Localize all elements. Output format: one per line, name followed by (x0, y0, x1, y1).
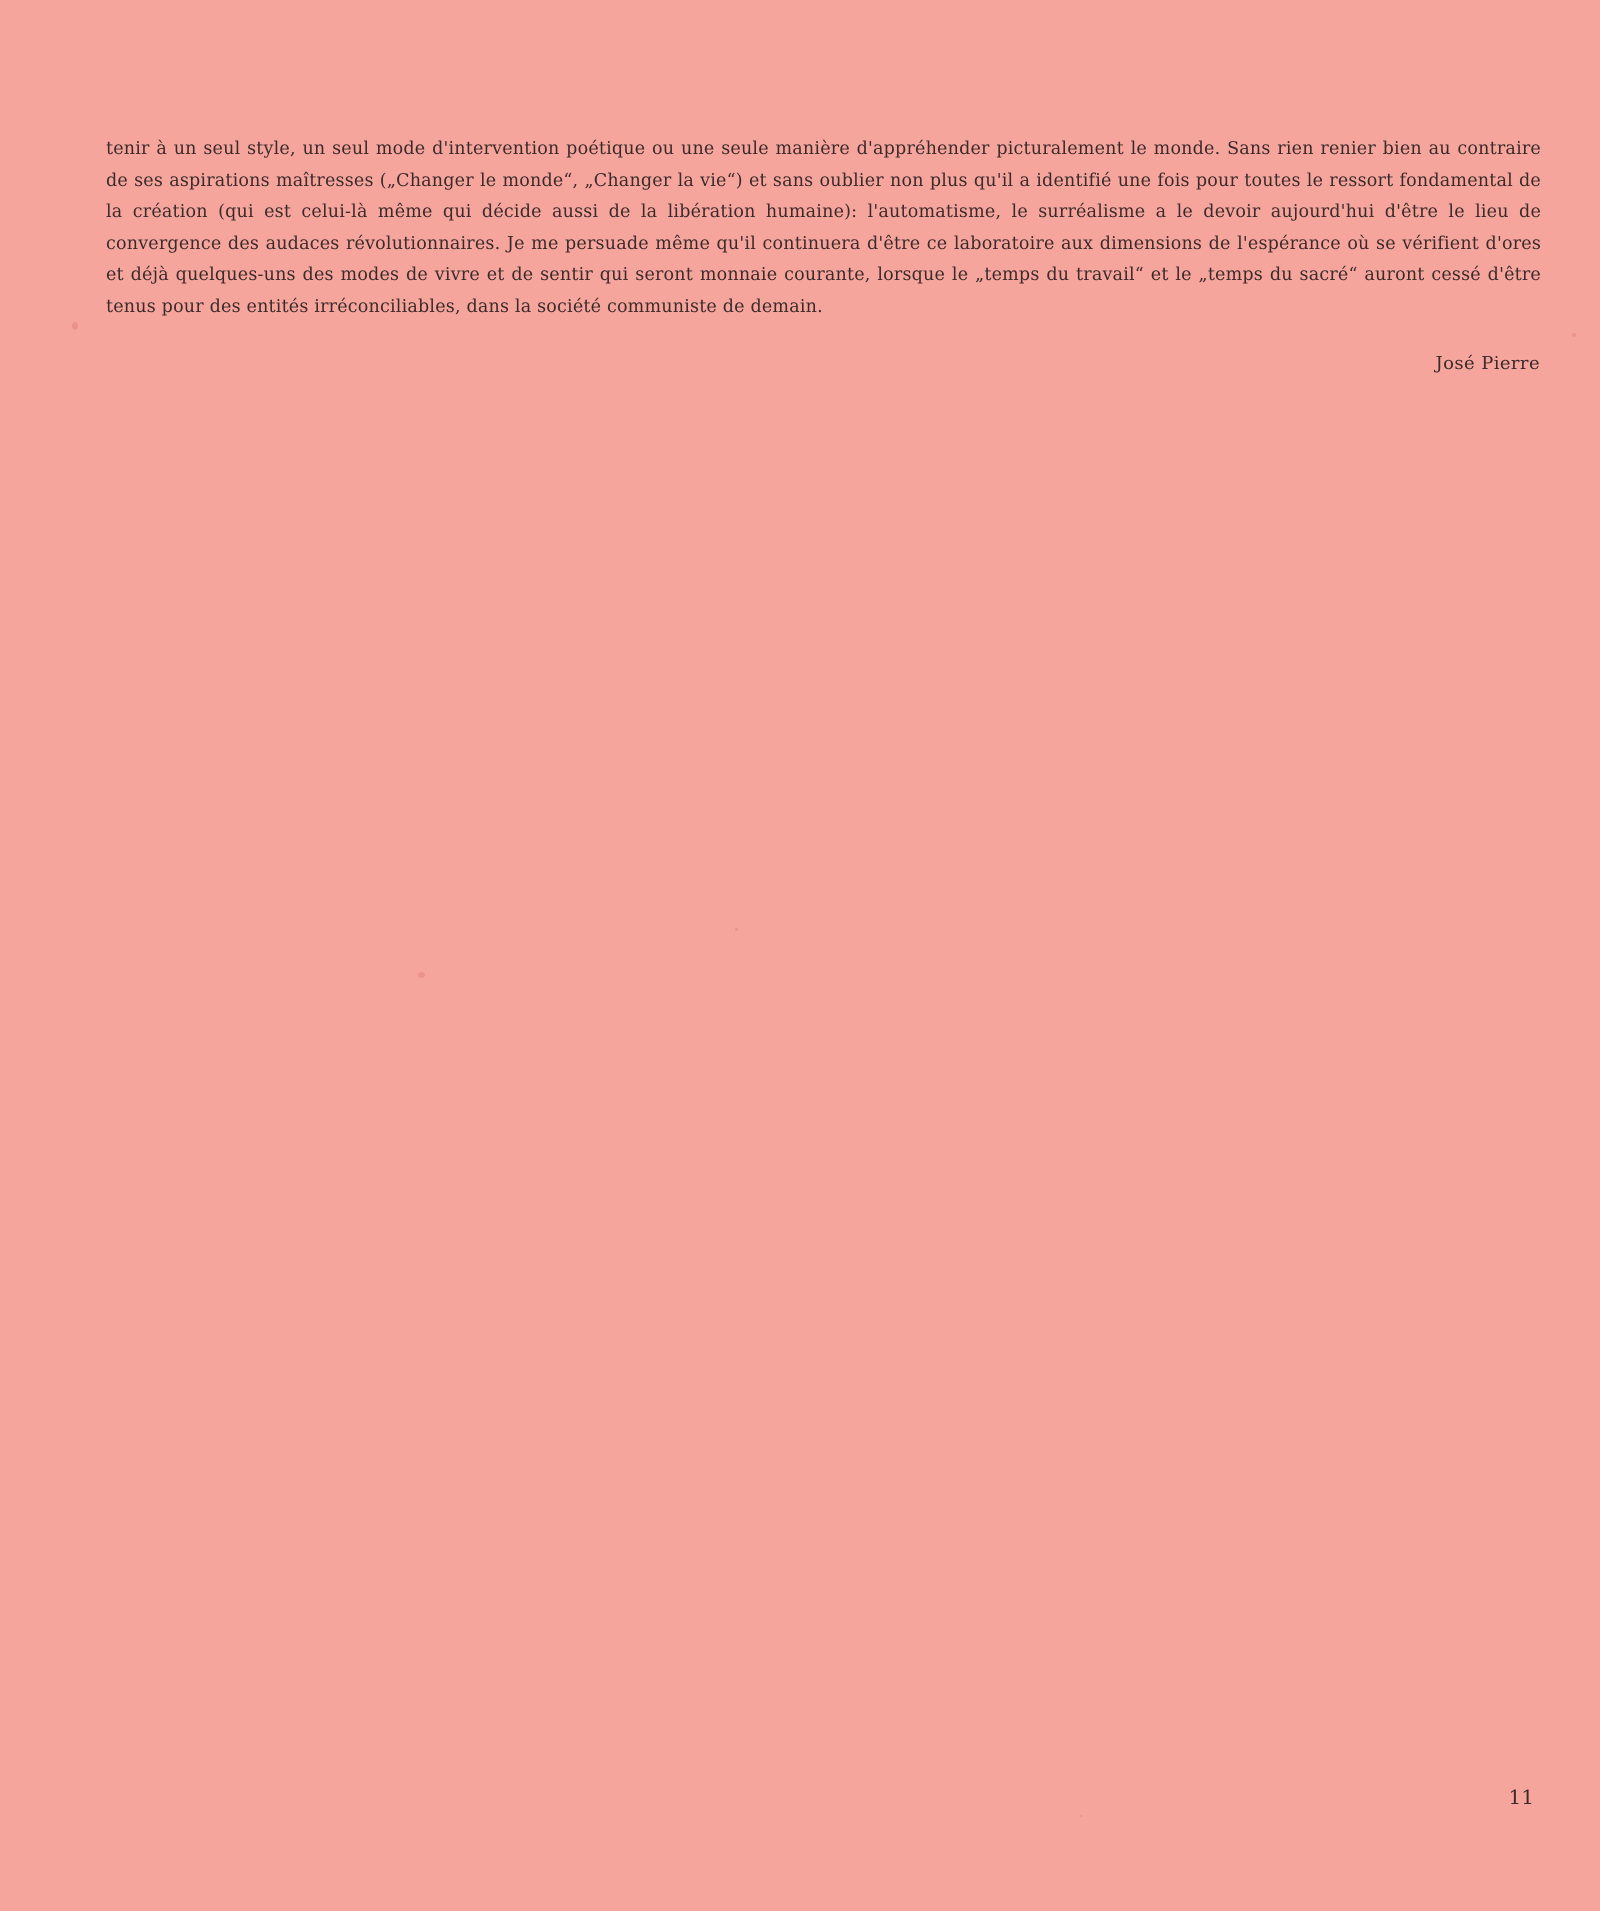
paper-speck (72, 322, 78, 330)
paper-speck (1572, 333, 1576, 337)
author-signature: José Pierre (1435, 353, 1540, 374)
paper-speck (418, 972, 425, 978)
paper-speck (1080, 1815, 1082, 1817)
article-body: tenir à un seul style, un seul mode d'intervention poétique ou une seule manière d'appréhender picturalement le monde. Sans rien renier bien au contraire de ses aspirations maîtresses („Changer le monde“, „Changer la vie“) et sans oublier non plus qu'il a identifié une fois pour toutes le ressort fondamental de la création (qui est celui-là même qui décide aussi de la libération humaine): l'automatisme, le surréalisme a le devoir aujourd'hui d'être le lieu de convergence des audaces révolutionnaires. Je me persuade même qu'il continuera d'être ce laboratoire aux dimensions de l'espérance où se vérifient d'ores et déjà quelques-uns des modes de vivre et de sentir qui seront monnaie courante, lorsque le „temps du travail“ et le „temps du sacré“ auront cessé d'être tenus pour des entités irréconciliables, dans la société communiste de demain. (106, 139, 1541, 317)
paper-speck (735, 928, 738, 931)
page-number: 11 (1508, 1785, 1534, 1809)
